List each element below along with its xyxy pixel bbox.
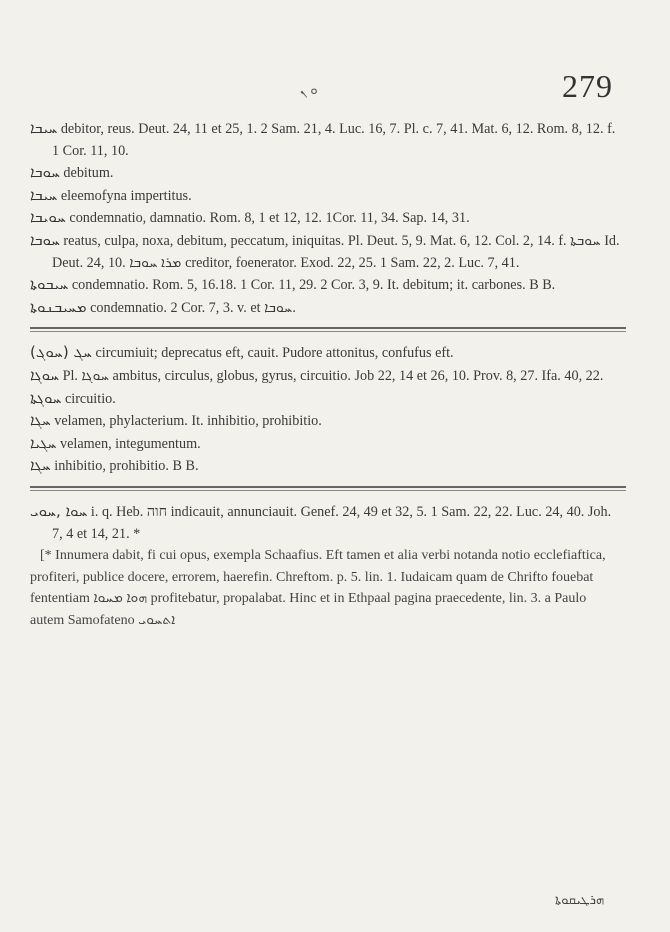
syriac-headword: ܚܘܓܐ	[30, 365, 60, 384]
dictionary-entries	[30, 118, 620, 637]
dictionary-entry	[30, 410, 620, 433]
dictionary-entry	[30, 455, 620, 478]
entry-definition: Pl. ܚܘܓܐ ambitus, circulus, globus, gyrus, circuitio. Job 22, 14 et 26, 10. Prov. 8, 27. Ifa. 40, 22.	[62, 367, 604, 384]
dictionary-entry	[30, 433, 620, 456]
syriac-headword: (ܚܘܓ) ܚܓ	[30, 343, 92, 362]
entry-definition: velamen, integumentum.	[60, 435, 201, 452]
dictionary-entry	[30, 342, 620, 365]
dictionary-entry	[30, 230, 620, 274]
syriac-headword: ܚܝܒܐ	[30, 119, 58, 137]
syriac-headword: ܚܘܒܐ	[30, 163, 60, 182]
entry-definition: i. q. Heb. חוה indicauit, annunciauit. Genef. 24, 49 et 32, 5. 1 Sam. 22, 22. Luc. 24, 40. Joh. 7, 4 et 14, 21. *	[52, 503, 612, 542]
entry-definition: condemnatio. 2 Cor. 7, 3. v. et ܚܘܒܐ.	[90, 299, 296, 316]
syriac-headword: ܚܘܐ ,ܚܘܝ	[30, 501, 88, 520]
syriac-headword: ܚܘܓܬܐ	[30, 388, 62, 407]
syriac-headword: ܚܓܐ	[30, 456, 51, 475]
dictionary-entry	[30, 388, 620, 411]
dictionary-entry	[30, 162, 620, 185]
dictionary-entry	[30, 274, 620, 297]
syriac-headword: ܚܝܒܘܬܐ	[30, 275, 69, 294]
entry-definition: eleemofyna impertitus.	[60, 187, 192, 204]
entry-definition: circumiuit; deprecatus eft, cauit. Pudore attonitus, confufus eft.	[95, 345, 454, 362]
entries-section-3	[30, 501, 620, 631]
entry-definition: inhibitio, prohibitio. B B.	[54, 458, 199, 475]
entry-definition: reatus, culpa, noxa, debitum, peccatum, iniquitas. Pl. Deut. 5, 9. Mat. 6, 12. Col. 2, 14. f. ܚܘܒܬܐ Id. Deut. 24, 10. ܡܪܐ ܚܘܒܐ creditor, foenerator. Exod. 22, 25. 1 Sam. 22, 2. Luc. 7, 41.	[52, 232, 620, 271]
syriac-headword: ܚܓܐ	[30, 411, 51, 430]
syriac-headword: ܡܚܝܒܢܘܬܐ	[30, 297, 87, 316]
dictionary-entry	[30, 297, 620, 320]
entry-definition: condemnatio, damnatio. Rom. 8, 1 et 12, 12. 1Cor. 11, 34. Sap. 14, 31.	[69, 210, 470, 227]
entries-section-2	[30, 342, 620, 478]
dictionary-entry	[30, 207, 620, 230]
syriac-headword: ܚܓܝܐ	[30, 433, 57, 452]
section-divider	[30, 486, 626, 491]
syriac-headword: ܚܘܒܐ	[30, 230, 60, 249]
section-divider	[30, 327, 626, 332]
entry-definition: velamen, phylacterium. It. inhibitio, prohibitio.	[54, 413, 322, 430]
dictionary-entry	[30, 501, 620, 545]
entries-section-1	[30, 118, 620, 319]
dictionary-entry	[30, 365, 620, 388]
entry-definition: condemnatio. Rom. 5, 16.18. 1 Cor. 11, 29. 2 Cor. 3, 9. It. debitum; it. carbones. B B.	[71, 277, 556, 294]
entry-definition: circuitio.	[64, 390, 116, 407]
entry-definition: debitor, reus. Deut. 24, 11 et 25, 1. 2 Sam. 21, 4. Luc. 16, 7. Pl. c. 7, 41. Mat. 6, 12. Rom. 8, 12. f. 1 Cor. 11, 10.	[52, 121, 616, 159]
catchword: ܗܪܛܝܩܘܬܐ	[555, 893, 605, 908]
syriac-headword: ܚܝܒܐ	[30, 185, 58, 204]
dictionary-entry	[30, 185, 620, 208]
running-head: ܘ ܢ	[300, 82, 318, 97]
dictionary-entry	[30, 118, 620, 162]
editorial-note: [* Innumera dabit, fi cui opus, exempla Schaafius. Eft tamen et alia verbi notanda notio ecclefiaftica, profiteri, publice docere, errorem, haerefin. Chreftom. p. 5. lin. 1. Iudaicam quam de Chrifto fouebat fententiam ܗܘܐ ܡܚܘܐ profitebatur, propalabat. Hinc et in Ethpaal pagina praecedente, lin. 3. a Paulo autem Samofateno ܐܬܚܘܝ	[30, 548, 606, 628]
entry-definition: debitum.	[63, 165, 114, 182]
page-number: 279	[562, 68, 613, 104]
syriac-headword: ܚܘܝܒܐ	[30, 208, 66, 227]
